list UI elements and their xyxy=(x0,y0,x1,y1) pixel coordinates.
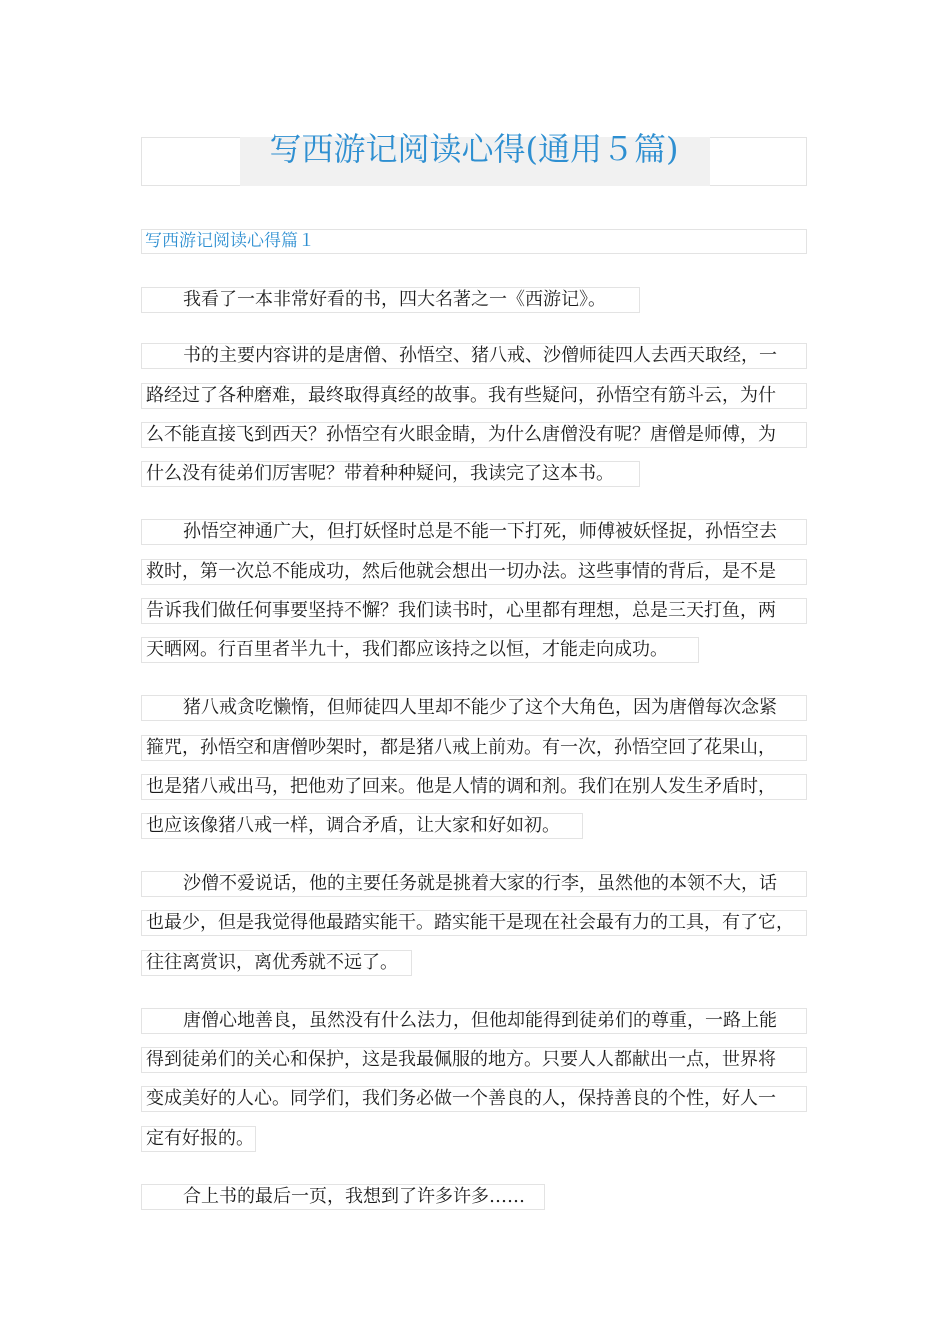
paragraph-line: 合上书的最后一页，我想到了许多许多…… xyxy=(141,1184,545,1210)
document-title: 写西游记阅读心得(通用５篇) xyxy=(269,130,679,168)
paragraph-line: 孙悟空神通广大，但打妖怪时总是不能一下打死，师傅被妖怪捉，孙悟空去 xyxy=(141,519,807,545)
paragraph-line: 唐僧心地善良，虽然没有什么法力，但他却能得到徒弟们的尊重，一路上能 xyxy=(141,1008,807,1034)
paragraph-line: 告诉我们做任何事要坚持不懈？我们读书时，心里都有理想，总是三天打鱼，两 xyxy=(141,598,807,624)
paragraph-line: 救时，第一次总不能成功，然后他就会想出一切办法。这些事情的背后，是不是 xyxy=(141,559,807,585)
paragraph-line: 路经过了各种磨难，最终取得真经的故事。我有些疑问，孙悟空有筋斗云，为什 xyxy=(141,383,807,409)
paragraph-line: 定有好报的。 xyxy=(141,1126,256,1152)
paragraph-line: 也应该像猪八戒一样，调合矛盾，让大家和好如初。 xyxy=(141,813,583,839)
paragraph-line: 也最少，但是我觉得他最踏实能干。踏实能干是现在社会最有力的工具，有了它， xyxy=(141,910,807,936)
paragraph-line: 变成美好的人心。同学们，我们务必做一个善良的人，保持善良的个性，好人一 xyxy=(141,1086,807,1112)
paragraph-line: 得到徒弟们的关心和保护，这是我最佩服的地方。只要人人都献出一点，世界将 xyxy=(141,1047,807,1073)
paragraph-line: 猪八戒贪吃懒惰，但师徒四人里却不能少了这个大角色，因为唐僧每次念紧 xyxy=(141,695,807,721)
paragraph-line: 什么没有徒弟们厉害呢？带着种种疑问，我读完了这本书。 xyxy=(141,461,640,487)
section-heading: 写西游记阅读心得篇１ xyxy=(145,231,315,251)
paragraph-line: 也是猪八戒出马，把他劝了回来。他是人情的调和剂。我们在别人发生矛盾时， xyxy=(141,774,807,800)
paragraph-line: 往往离赏识，离优秀就不远了。 xyxy=(141,950,412,976)
paragraph-line: 么不能直接飞到西天？孙悟空有火眼金睛，为什么唐僧没有呢？唐僧是师傅，为 xyxy=(141,422,807,448)
paragraph-line: 箍咒，孙悟空和唐僧吵架时，都是猪八戒上前劝。有一次，孙悟空回了花果山， xyxy=(141,735,807,761)
paragraph-line: 沙僧不爱说话，他的主要任务就是挑着大家的行李，虽然他的本领不大，话 xyxy=(141,871,807,897)
paragraph-line: 天晒网。行百里者半九十，我们都应该持之以恒，才能走向成功。 xyxy=(141,637,699,663)
paragraph-line: 我看了一本非常好看的书，四大名著之一《西游记》。 xyxy=(141,287,640,313)
paragraph-line: 书的主要内容讲的是唐僧、孙悟空、猪八戒、沙僧师徒四人去西天取经，一 xyxy=(141,343,807,369)
